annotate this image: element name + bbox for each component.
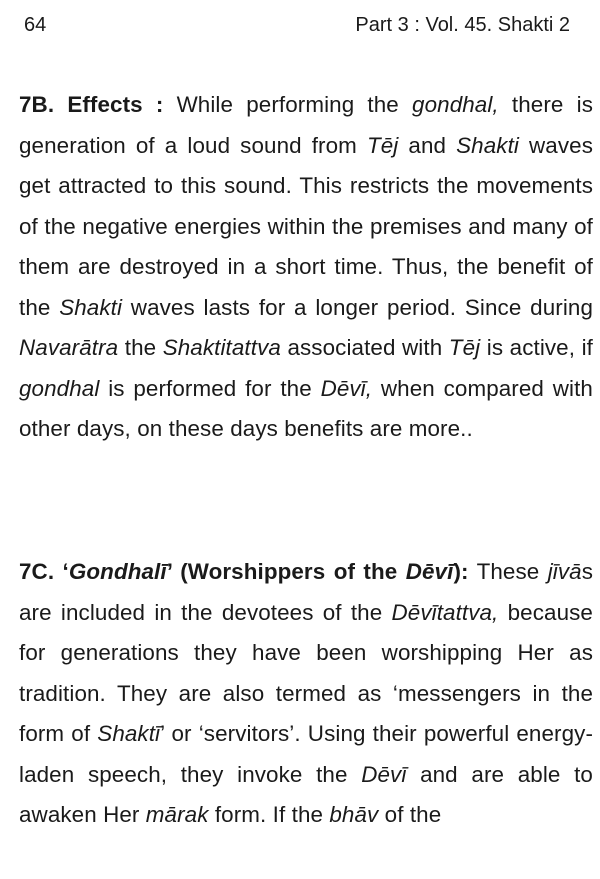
italic-term: Shaktī: [97, 721, 161, 746]
italic-term: Shakti: [456, 132, 519, 158]
heading-deity: Dēvī: [405, 559, 454, 584]
text-run: s are included in the devotees of the: [19, 559, 593, 625]
section-7c-heading: [19, 559, 469, 584]
page-number: 64: [24, 14, 47, 36]
italic-term: Shaktitattva: [162, 335, 281, 360]
text-run: ’ or ‘servitors’. Using their powerful energy-laden speech, they invoke the: [19, 721, 593, 787]
text-run: when compared with other days, on these days benefits are more..: [19, 375, 593, 441]
text-run: waves lasts for a longer period. Since during: [122, 294, 593, 320]
text-run: associated with: [280, 335, 449, 360]
text-run: of the: [378, 802, 442, 827]
italic-term: Shakti: [59, 294, 123, 320]
italic-term: Tēj: [366, 132, 399, 158]
section-7b-paragraph: [19, 85, 593, 450]
text-run: form. If the: [208, 802, 330, 827]
text-run: there is generation of a loud sound from: [19, 92, 593, 158]
italic-term: Tēj: [448, 335, 481, 360]
text-run: and: [398, 132, 457, 158]
text-run: These: [468, 559, 548, 584]
italic-term: gondhal,: [412, 92, 499, 117]
italic-term: Dēvītattva,: [391, 599, 499, 625]
italic-term: jīvā: [547, 559, 582, 584]
italic-term: Dēvī,: [320, 375, 373, 401]
heading-prefix: 7C. ‘: [19, 559, 69, 584]
italic-term: bhāv: [329, 802, 379, 827]
text-run: is active, if: [480, 335, 593, 360]
italic-term: mārak: [145, 802, 209, 827]
italic-term: gondhal: [19, 375, 100, 401]
text-run: and are able to awaken Her: [19, 761, 593, 827]
page-header: [24, 8, 570, 42]
italic-term: Dēvī: [361, 761, 407, 787]
text-run: waves get attracted to this sound. This restricts the movements of the negative energies within the premises and many of them are destroyed in a short time. Thus, the benefit of the: [19, 132, 593, 320]
section-7b-heading: 7B. Effects :: [19, 92, 164, 117]
heading-suffix: ):: [453, 559, 469, 584]
text-run: While performing the: [163, 92, 413, 117]
section-7c-paragraph: [19, 552, 593, 836]
text-run: because for generations they have been worshipping Her as tradition. They are also termed as ‘messengers in the form of: [19, 599, 593, 746]
italic-term: Navarātra: [19, 335, 119, 360]
text-run: the: [118, 335, 163, 360]
heading-term: Gondhalī: [68, 559, 167, 584]
running-head: Part 3 : Vol. 45. Shakti 2: [355, 14, 570, 36]
text-run: is performed for the: [99, 375, 321, 401]
heading-mid: ’ (Worshippers of the: [166, 559, 406, 584]
